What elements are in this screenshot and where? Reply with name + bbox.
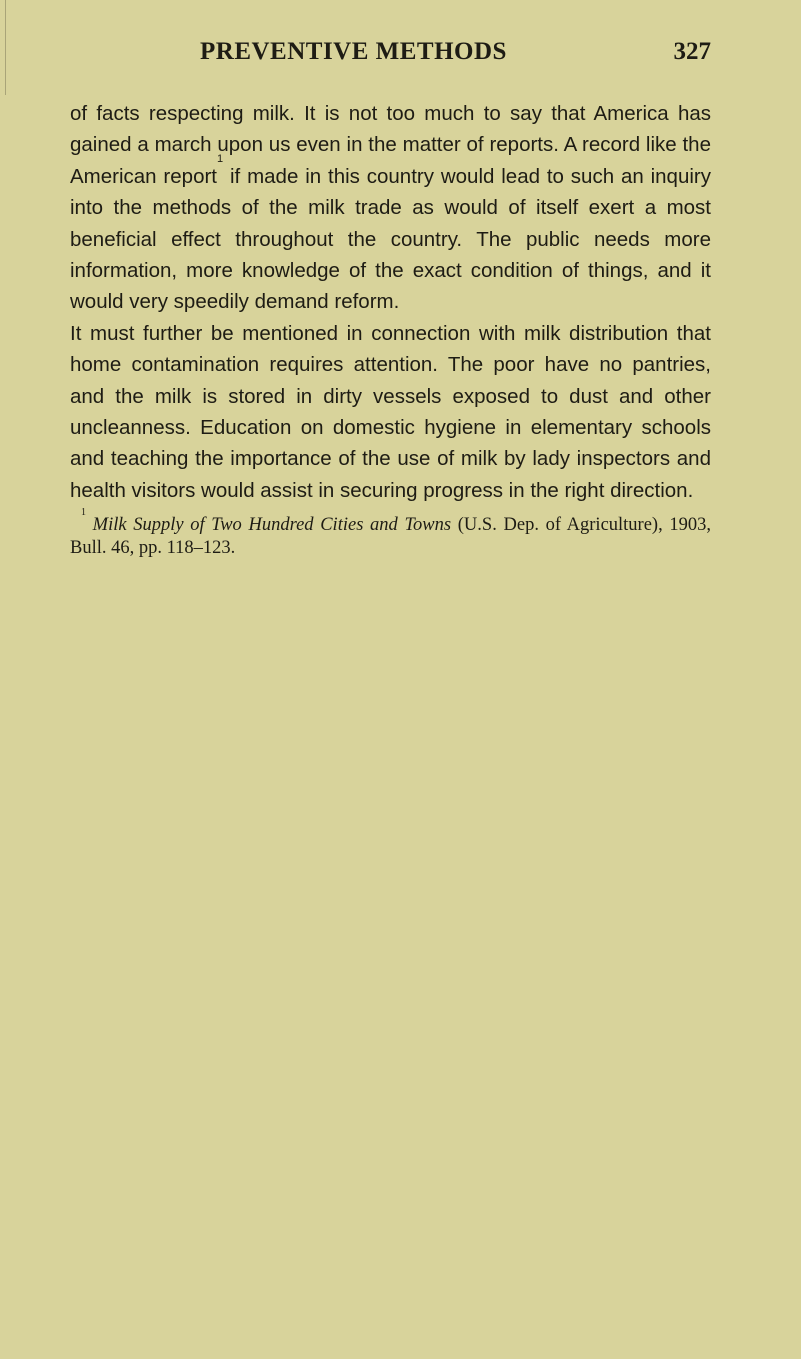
running-head: [70, 38, 711, 78]
footnote: [70, 507, 712, 560]
footnote-reference: 1: [217, 152, 224, 165]
paragraph-1-text-before-ref: of facts respecting milk. It is not too much to say that America has gained a march upon us even in the matter of reports. A record like the American report: [70, 102, 711, 188]
page-number: 327: [673, 38, 711, 65]
paragraph-2: It must further be mentioned in connection with milk distribution that home contamination requires attention. The poor have no pantries, and the milk is stored in dirty vessels exposed to dust and other uncleanness. Education on domestic hygiene in elementary schools and teaching the importance of the use of milk by lady inspectors and health visitors would assist in securing progress in the right direction.: [70, 321, 711, 502]
page-gutter-edge: [5, 0, 6, 95]
body-text: [70, 98, 711, 506]
paragraph-1: [70, 98, 711, 318]
footnote-cited-title: Milk Supply of Two Hundred Cities and Towns: [92, 515, 452, 536]
footnote-mark: 1: [81, 507, 86, 519]
footnote-citation-rest: (U.S. Dep. of Agriculture), 1903, Bull. 46, pp. 118–123.: [70, 515, 712, 559]
running-title: PREVENTIVE METHODS: [200, 38, 507, 65]
paragraph-1-text-after-ref: if made in this country would lead to such an inquiry into the methods of the milk trade as would of itself exert a most beneficial effect throughout the country. The public needs more information, more knowledge of the exact condition of things, and it would very speedily demand reform.: [70, 164, 711, 314]
book-page: [70, 38, 711, 560]
